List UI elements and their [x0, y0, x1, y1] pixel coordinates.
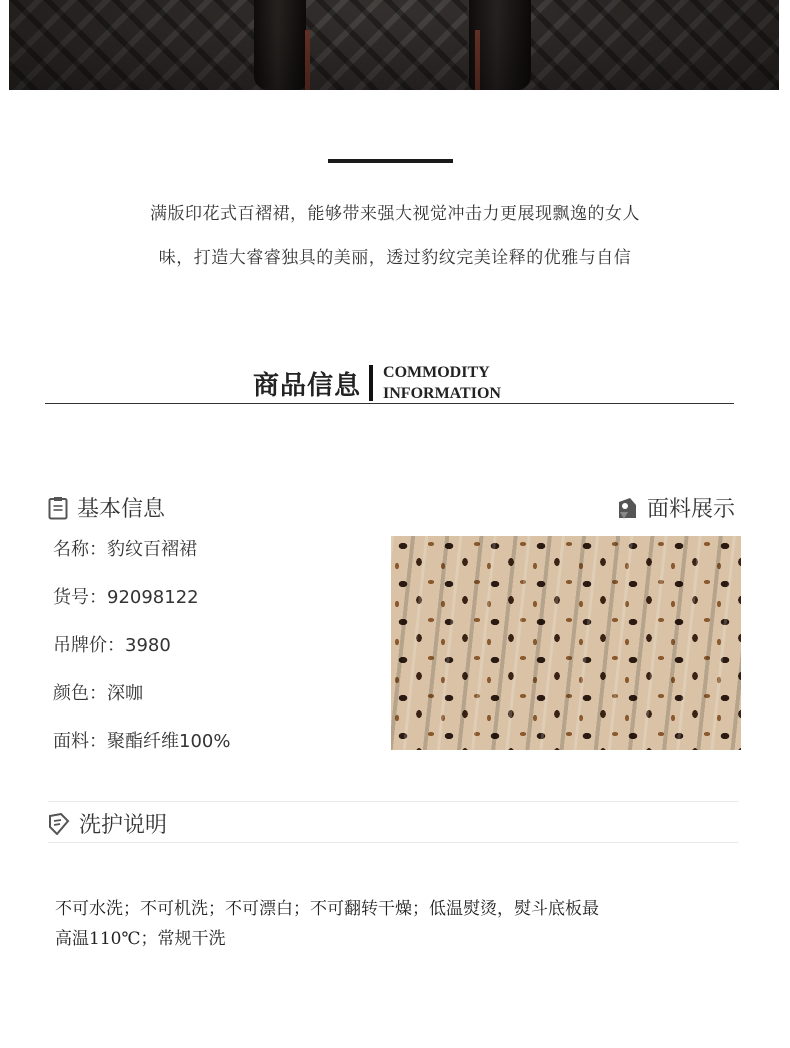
- care-rule-top: [48, 801, 738, 802]
- fabric-display-title: [616, 492, 735, 523]
- info-item-color: 颜色：深咖: [53, 683, 143, 704]
- care-instructions: [55, 894, 715, 954]
- hero-vignette: [9, 0, 779, 90]
- care-title-text: 洗护说明: [79, 813, 168, 838]
- care-label-icon: [48, 813, 70, 835]
- hero-photo: [9, 0, 779, 90]
- section-title-en-line-1: COMMODITY: [383, 364, 490, 381]
- section-title-separator: [369, 365, 373, 401]
- fabric-pleats: [391, 536, 741, 750]
- care-title: [48, 808, 167, 839]
- info-item-price: 吊牌价：3980: [53, 635, 171, 656]
- product-description: [100, 192, 690, 280]
- description-line-1: 满版印花式百褶裙，能够带来强大视觉冲击力更展现飘逸的女人: [150, 204, 640, 224]
- section-title-en-line-2: INFORMATION: [383, 385, 501, 402]
- care-rule-bottom: [48, 842, 738, 843]
- fabric-tag-icon: [616, 496, 638, 520]
- section-title-cn: 商品信息: [253, 370, 362, 401]
- clipboard-icon: [48, 496, 68, 520]
- fabric-display-title-text: 面料展示: [647, 497, 736, 522]
- section-title-en: [383, 362, 501, 404]
- info-item-sku: 货号：92098122: [53, 587, 199, 608]
- care-instructions-line-2: 高温110℃；常规干洗: [55, 929, 226, 949]
- basic-info-list: [53, 536, 230, 776]
- info-item-fabric: 面料：聚酯纤维100%: [53, 731, 231, 752]
- care-instructions-line-1: 不可水洗；不可机洗；不可漂白；不可翻转干燥；低温熨烫，熨斗底板最: [55, 899, 599, 919]
- basic-info-title-text: 基本信息: [77, 497, 166, 522]
- section-header-rule: [45, 403, 734, 404]
- basic-info-title: [48, 492, 165, 523]
- section-header: [253, 362, 501, 404]
- info-item-name: 名称：豹纹百褶裙: [53, 539, 197, 560]
- divider-bar: [328, 159, 453, 163]
- description-line-2: 味，打造大睿睿独具的美丽，透过豹纹完美诠释的优雅与自信: [158, 248, 632, 268]
- fabric-swatch-image: [391, 536, 741, 750]
